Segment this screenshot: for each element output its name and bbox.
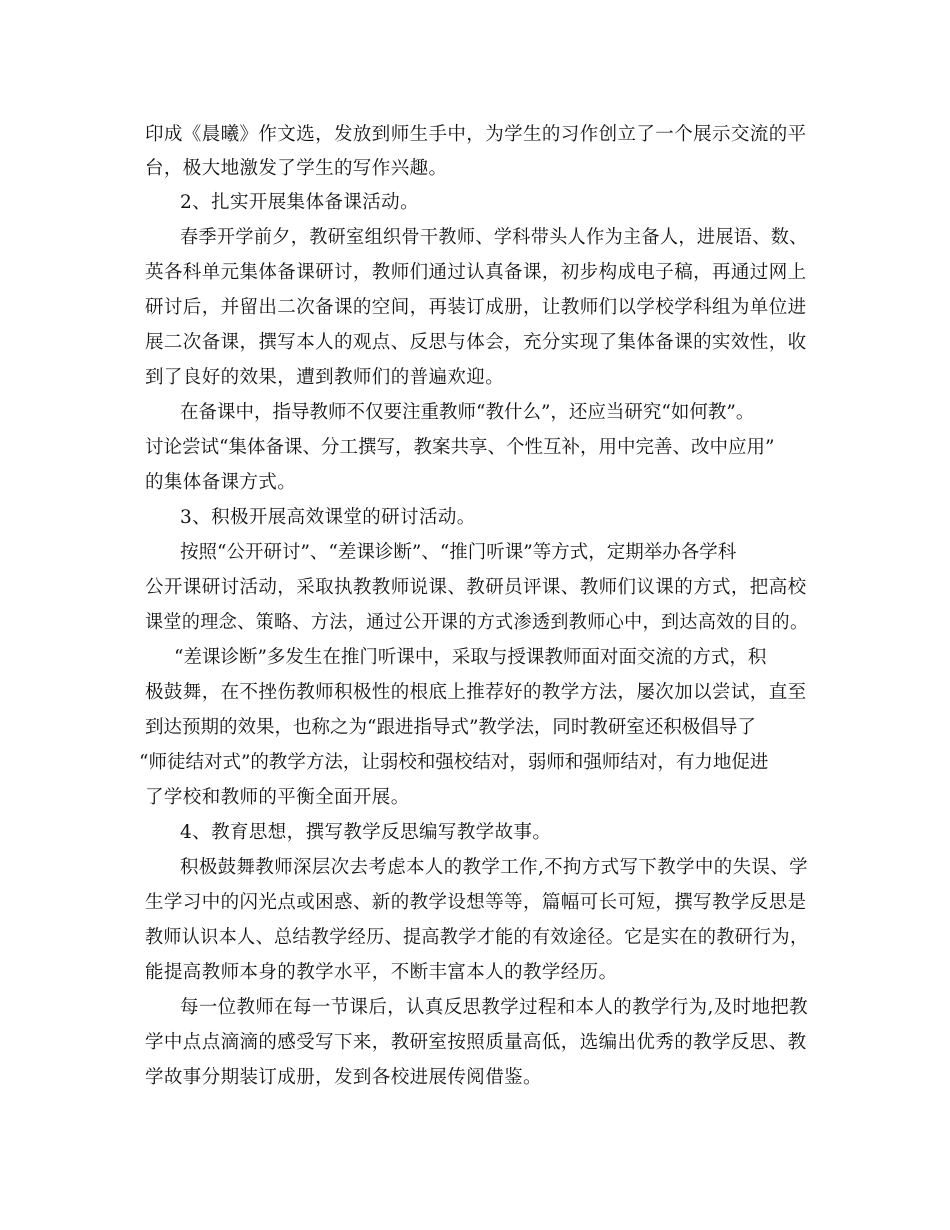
text-line: 展二次备课，撰写本人的观点、反思与体会，充分实现了集体备课的实效性，收 [145, 332, 807, 353]
text-line: 了学校和教师的平衡全面开展。 [145, 787, 410, 808]
text-line: 在备课中，指导教师不仅要注重教师“教什么”，还应当研究“如何教”。 [180, 402, 755, 423]
text-line: 生学习中的闪光点或困惑、新的教学设想等等，篇幅可长可短，撰写教学反思是 [145, 892, 807, 913]
text-line: 到达预期的效果，也称之为“跟进指导式”教学法，同时教研室还积极倡导了 [145, 717, 756, 738]
text-line: 公开课研讨活动，采取执教教师说课、教研员评课、教师们议课的方式，把高校 [145, 577, 807, 598]
text-line: 学中点点滴滴的感受写下来，教研室按照质量高低，选编出优秀的教学反思、教 [145, 1032, 807, 1053]
text-line: 讨论尝试“集体备课、分工撰写，教案共享、个性互补，用中完善、改中应用” [145, 437, 775, 458]
text-line: 每一位教师在每一节课后，认真反思教学过程和本人的教学行为,及时地把教 [180, 997, 808, 1018]
text-line: 课堂的理念、策略、方法，通过公开课的方式渗透到教师心中，到达高效的目的。 [145, 612, 809, 633]
section-heading: 2、扎实开展集体备课活动。 [180, 192, 419, 213]
text-line: 英各科单元集体备课研讨，教师们通过认真备课，初步构成电子稿，再通过网上 [145, 262, 807, 283]
text-line: “差课诊断”多发生在推门听课中，采取与授课教师面对面交流的方式，积 [174, 647, 767, 668]
text-line: 教师认识本人、总结教学经历、提高教学才能的有效途径。它是实在的教研行为， [145, 927, 809, 948]
text-line: 印成《晨曦》作文选，发放到师生手中，为学生的习作创立了一个展示交流的平 [145, 124, 807, 145]
text-line: 学故事分期装订成册，发到各校进展传阅借鉴。 [145, 1067, 542, 1088]
text-line: “师徒结对式”的教学方法，让弱校和强校结对，弱师和强师结对，有力地促进 [139, 752, 769, 773]
text-line: 春季开学前夕，教研室组织骨干教师、学科带头人作为主备人，进展语、数、 [180, 227, 808, 248]
text-line: 积极鼓舞教师深层次去考虑本人的教学工作,不拘方式写下教学中的失误、学 [180, 857, 808, 878]
text-line: 能提高教师本身的教学水平，不断丰富本人的教学经历。 [145, 962, 618, 983]
section-heading: 4、教育思想，撰写教学反思编写教学故事。 [180, 822, 552, 843]
text-line: 台，极大地激发了学生的写作兴趣。 [145, 158, 448, 179]
text-line: 的集体备课方式。 [145, 472, 297, 493]
text-line: 按照“公开研讨”、“差课诊断”、“推门听课”等方式，定期举办各学科 [180, 542, 737, 563]
text-line: 到了良好的效果，遭到教师们的普遍欢迎。 [145, 367, 505, 388]
text-line: 极鼓舞，在不挫伤教师积极性的根底上推荐好的教学方法，屡次加以尝试，直至 [145, 682, 807, 703]
section-heading: 3、积极开展高效课堂的研讨活动。 [180, 507, 476, 528]
text-line: 研讨后，并留出二次备课的空间，再装订成册，让教师们以学校学科组为单位进 [145, 297, 807, 318]
